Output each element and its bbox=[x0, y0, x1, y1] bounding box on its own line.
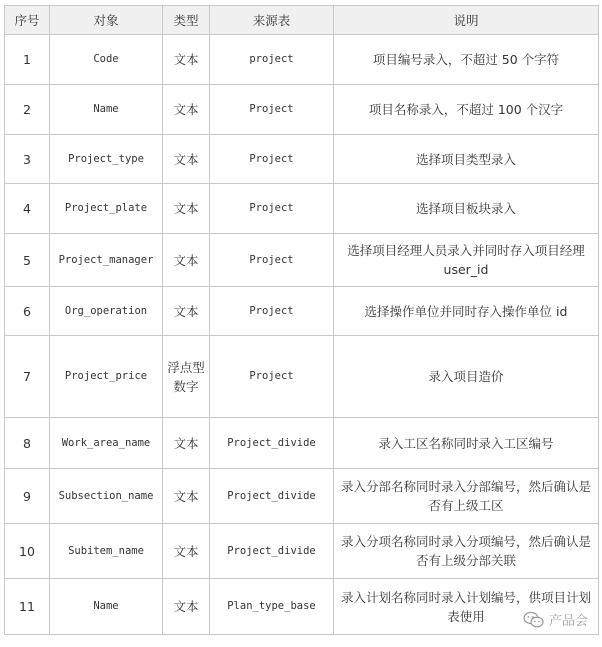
header-object: 对象 bbox=[50, 6, 163, 35]
cell-no: 6 bbox=[5, 287, 50, 336]
cell-type: 文本 bbox=[163, 234, 210, 287]
watermark bbox=[523, 610, 588, 629]
cell-desc: 选择项目经理人员录入并同时存入项目经理 user_id bbox=[334, 234, 599, 287]
cell-no: 8 bbox=[5, 418, 50, 469]
cell-object: Name bbox=[50, 579, 163, 635]
table-row bbox=[5, 184, 599, 234]
cell-desc: 录入项目造价 bbox=[334, 336, 599, 418]
header-desc: 说明 bbox=[334, 6, 599, 35]
cell-no: 11 bbox=[5, 579, 50, 635]
header-row bbox=[5, 6, 599, 35]
cell-desc: 选择项目板块录入 bbox=[334, 184, 599, 234]
cell-type: 浮点型数字 bbox=[163, 336, 210, 418]
cell-object: Subsection_name bbox=[50, 469, 163, 524]
cell-desc: 录入工区名称同时录入工区编号 bbox=[334, 418, 599, 469]
cell-source: Project bbox=[210, 287, 334, 336]
table-row bbox=[5, 579, 599, 635]
table-row bbox=[5, 336, 599, 418]
header-source: 来源表 bbox=[210, 6, 334, 35]
table-row bbox=[5, 418, 599, 469]
cell-desc: 选择操作单位并同时存入操作单位 id bbox=[334, 287, 599, 336]
cell-source: Project bbox=[210, 336, 334, 418]
cell-source: Project bbox=[210, 135, 334, 184]
cell-source: Project bbox=[210, 184, 334, 234]
table-row bbox=[5, 287, 599, 336]
cell-type: 文本 bbox=[163, 469, 210, 524]
table-row bbox=[5, 135, 599, 184]
table-row bbox=[5, 469, 599, 524]
cell-object: Work_area_name bbox=[50, 418, 163, 469]
cell-desc: 录入计划名称同时录入计划编号，供项目计划表使用 bbox=[334, 579, 599, 635]
cell-type: 文本 bbox=[163, 287, 210, 336]
cell-desc: 项目编号录入，不超过 50 个字符 bbox=[334, 35, 599, 85]
cell-object: Project_type bbox=[50, 135, 163, 184]
cell-object: Org_operation bbox=[50, 287, 163, 336]
cell-no: 3 bbox=[5, 135, 50, 184]
cell-source: project bbox=[210, 35, 334, 85]
cell-source: Plan_type_base bbox=[210, 579, 334, 635]
cell-type: 文本 bbox=[163, 418, 210, 469]
cell-type: 文本 bbox=[163, 35, 210, 85]
watermark-text: 产品会 bbox=[548, 614, 588, 629]
cell-source: Project_divide bbox=[210, 469, 334, 524]
cell-type: 文本 bbox=[163, 524, 210, 579]
cell-object: Project_plate bbox=[50, 184, 163, 234]
cell-no: 2 bbox=[5, 85, 50, 135]
cell-type: 文本 bbox=[163, 135, 210, 184]
cell-source: Project_divide bbox=[210, 418, 334, 469]
table-row bbox=[5, 35, 599, 85]
cell-no: 10 bbox=[5, 524, 50, 579]
cell-no: 9 bbox=[5, 469, 50, 524]
cell-no: 4 bbox=[5, 184, 50, 234]
wechat-icon bbox=[523, 611, 545, 629]
data-table bbox=[4, 5, 599, 635]
cell-no: 5 bbox=[5, 234, 50, 287]
table-row bbox=[5, 524, 599, 579]
cell-source: Project_divide bbox=[210, 524, 334, 579]
cell-object: Code bbox=[50, 35, 163, 85]
cell-object: Project_price bbox=[50, 336, 163, 418]
cell-no: 1 bbox=[5, 35, 50, 85]
cell-source: Project bbox=[210, 234, 334, 287]
cell-type: 文本 bbox=[163, 579, 210, 635]
header-type: 类型 bbox=[163, 6, 210, 35]
cell-desc: 录入分部名称同时录入分部编号，然后确认是否有上级工区 bbox=[334, 469, 599, 524]
header-no: 序号 bbox=[5, 6, 50, 35]
cell-desc: 录入分项名称同时录入分项编号，然后确认是否有上级分部关联 bbox=[334, 524, 599, 579]
cell-type: 文本 bbox=[163, 184, 210, 234]
table-row bbox=[5, 85, 599, 135]
cell-object: Project_manager bbox=[50, 234, 163, 287]
cell-source: Project bbox=[210, 85, 334, 135]
cell-object: Subitem_name bbox=[50, 524, 163, 579]
table-row bbox=[5, 234, 599, 287]
cell-desc: 选择项目类型录入 bbox=[334, 135, 599, 184]
cell-object: Name bbox=[50, 85, 163, 135]
cell-type: 文本 bbox=[163, 85, 210, 135]
cell-no: 7 bbox=[5, 336, 50, 418]
cell-desc: 项目名称录入，不超过 100 个汉字 bbox=[334, 85, 599, 135]
